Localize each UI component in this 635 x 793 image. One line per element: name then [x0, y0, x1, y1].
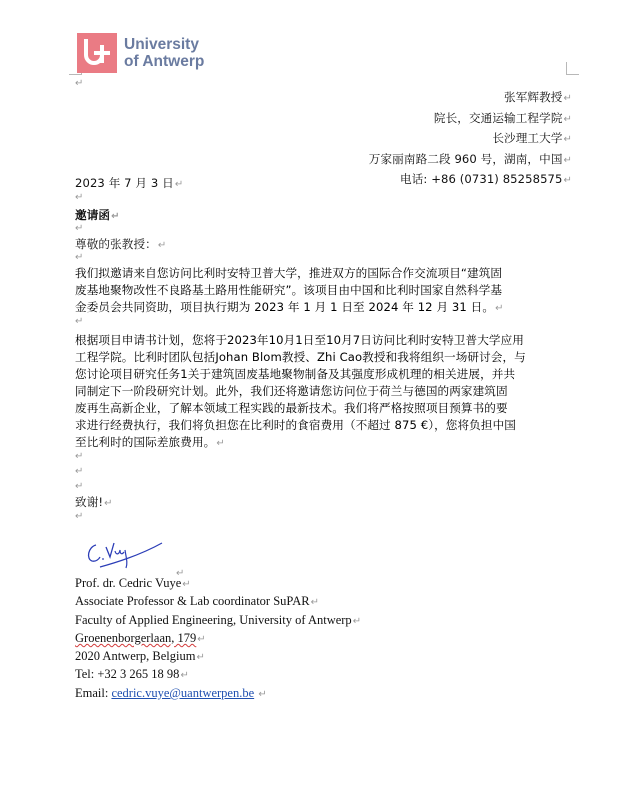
paragraph-mark: ↵ [75, 78, 84, 89]
logo-icon [77, 33, 117, 73]
signer-block: Prof. dr. Cedric Vuye↵ Associate Professor & Lab coordinator SuPAR↵ Faculty of Applied Engineering, University of Antwerp↵ Groenenborgerlaan, 179↵ 2020 Antwerp, Belgium↵ Tel: +32 3 265 18 98↵ Email: cedric.vuye@uantwerpen.be ↵ [75, 576, 362, 700]
signer-faculty: Faculty of Applied Engineering, University of Antwerp [75, 612, 352, 627]
university-logo [77, 33, 204, 73]
margin-corner-mark [566, 62, 579, 75]
recipient-title: 院长，交通运输工程学院 [433, 110, 563, 125]
paragraph-2: 根据项目申请书计划，您将于2023年10月1日至10月7日访问比利时安特卫普大学应用 工程学院。比利时团队包括Johan Blom教授、Zhi Cao教授和我将组织一场研讨会，与 您讨论项目研究任务1关于建筑固废基地聚物制备及其强度形成机理的相关进展，并共 同制定下一阶段研究计划。此外，我们还将邀请您访问位于荷兰与德国的两家建筑固 废再生高新企业，了解本领域工程实践的最新技术。我们将严格按照项目预算书的要 求进行经费执行，我们将负担您在比利时的食宿费用（不超过 875 €），您将负担中国 至比利时的国际差旅费用。↵ [75, 333, 526, 449]
signer-tel: Tel: +32 3 265 18 98 [75, 667, 180, 682]
handwritten-signature [82, 535, 172, 577]
paragraph-mark: ↵ [75, 466, 84, 477]
paragraph-mark: ↵ [75, 451, 84, 462]
paragraph-mark: ↵ [75, 252, 84, 263]
recipient-name: 张军辉教授 [504, 90, 563, 104]
recipient-address: 张军辉教授↵ 院长，交通运输工程学院↵ 长沙理工大学↵ 万家丽南路二段 960 号，湖南，中国↵ 电话: +86 (0731) 85258575↵ [368, 90, 572, 186]
letter-date: 2023 年 7 月 3 日↵ [75, 176, 184, 190]
logo-line2: of Antwerp [124, 53, 205, 70]
recipient-phone: 电话: +86 (0731) 85258575 [400, 172, 563, 186]
signer-name: Prof. dr. Cedric Vuye [75, 576, 182, 590]
paragraph-mark: ↵ [75, 192, 84, 203]
signer-email-label: Email: [75, 685, 112, 700]
closing: 致谢!↵ [75, 495, 113, 509]
recipient-street: 万家丽南路二段 960 号，湖南，中国 [368, 151, 563, 166]
letter-title: 邀请函↵ [75, 208, 120, 222]
paragraph-mark: ↵ [75, 511, 84, 522]
recipient-university: 长沙理工大学 [492, 131, 563, 145]
signer-position: Associate Professor & Lab coordinator SuPAR [75, 594, 310, 609]
salutation: 尊敬的张教授：↵ [75, 237, 167, 251]
paragraph-mark: ↵ [75, 316, 84, 327]
signer-email-link[interactable]: cedric.vuye@uantwerpen.be [111, 685, 255, 700]
signer-street: Groenenborgerlaan, 179 [75, 630, 197, 645]
signer-city: 2020 Antwerp, Belgium [75, 649, 196, 664]
paragraph-1: 我们拟邀请来自您访问比利时安特卫普大学，推进双方的国际合作交流项目“建筑固 废基地聚物改性不良路基土路用性能研究”。该项目由中国和比利时国家自然科学基 金委员会共同资助，项目执行期为 2023 年 1 月 1 日至 2024 年 12 月 31 日。↵ [75, 266, 504, 314]
paragraph-mark: ↵ [75, 223, 84, 234]
logo-line1: University [124, 36, 199, 53]
paragraph-mark: ↵ [176, 568, 185, 579]
paragraph-mark: ↵ [75, 481, 84, 492]
